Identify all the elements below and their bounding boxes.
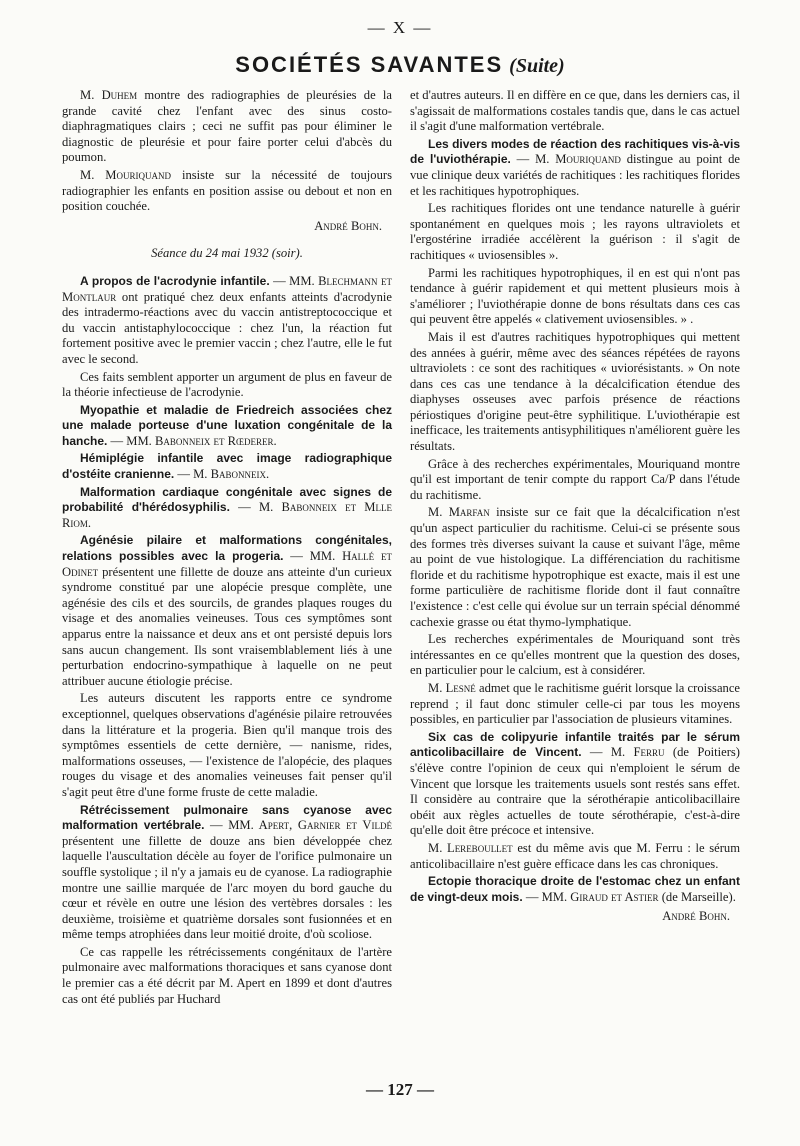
paragraph bbox=[410, 730, 740, 839]
author-name: M. Lesné bbox=[428, 680, 476, 695]
paragraph bbox=[62, 168, 392, 215]
paragraph-text: (de Marseille). bbox=[658, 889, 736, 904]
communication-title: Malformation cardiaque congénitale avec signes de probabilité d'hérédosyphilis. bbox=[62, 484, 392, 515]
page-number: — 127 — bbox=[366, 1080, 434, 1099]
authors: — MM. Babonneix et Rœderer. bbox=[107, 433, 277, 448]
section-title bbox=[0, 52, 800, 78]
session-heading: Séance du 24 mai 1932 (soir). bbox=[151, 246, 303, 261]
authors: — MM. Blechmann et Montlaur bbox=[62, 273, 392, 304]
left-column bbox=[62, 88, 392, 1009]
authors: — M. Mouriquand bbox=[510, 152, 621, 167]
communication-title: Agénésie pilaire et malformations congénitales, relations possibles avec la progeria. bbox=[62, 533, 392, 564]
paragraph bbox=[410, 137, 740, 199]
communication-title: Myopathie et maladie de Friedreich associées chez une malade porteuse d'une luxation congénitale de la hanche. bbox=[62, 402, 392, 448]
paragraph bbox=[410, 841, 740, 872]
paragraph-text: présentent une fillette de douze ans bien développée chez laquelle l'auscultation décèle au foyer de l'orifice pulmonaire un souffle systolique ; il n'y a jamais eu de cyanose. La radiographie montre une saillie marquée de l'arc moyen du bord gauche du cœur et révèle en outre une lésion des vertèbres dorsales : les deuxième, troisième et quatrième dorsales sont fusionnées et en même temps atrophiées dans leur moitié droite, d'où scoliose. bbox=[62, 833, 392, 942]
paragraph: et d'autres auteurs. Il en diffère en ce que, dans les derniers cas, il s'agissait de malformations costales tandis que, dans le cas actuel il s'agit d'une malformation vertébrale. bbox=[410, 88, 740, 134]
paragraph: Mais il est d'autres rachitiques hypotrophiques qui mettent des années à guérir, même avec des séances répétées de rayons ultraviolets : ce sont des rachitiques « uviorésistants. » On note dans ces cas une tendance à la décalcification étendue des diaphyses osseuses avec parfois présence de réactions périostiques d'origine peut-être syphilitique. L'uviothérapie est inefficace, les traitements antisyphilitiques n'améliorent guère les résultats. bbox=[410, 329, 740, 454]
communication-title: Six cas de colipyurie infantile traités par le sérum anticolibacillaire de Vincent. bbox=[410, 729, 740, 760]
paragraph-text: ont pratiqué chez deux enfants atteints d'acrodynie des intradermo-réactions avec du vaccin antistreptococcique et du vaccin antistaphylococcique : chez l'un, la réaction fut fortement positive avec le premier vaccin ; chez l'autre, elle le fut avec le second. bbox=[62, 289, 392, 366]
authors: — MM. Apert, Garnier et Vildé bbox=[204, 818, 392, 833]
roman-folio: — X — bbox=[367, 18, 433, 37]
paragraph bbox=[410, 874, 740, 905]
section-title-suite: (Suite) bbox=[509, 55, 565, 77]
signature: André Bohn. bbox=[314, 218, 382, 233]
paragraph: Grâce à des recherches expérimentales, Mouriquand montre qu'il est important de tenir compte du rapport Ca/P dans l'étude du rachitisme. bbox=[410, 456, 740, 502]
paragraph-text: insiste sur la nécessité de toujours radiographier les enfants en position assise ou debout et non en position couchée. bbox=[62, 167, 392, 214]
right-column bbox=[410, 88, 740, 931]
paragraph-text: insiste sur ce fait que la décalcification n'est qu'un aspect particulier du rachitisme. Celui-ci se présente sous des formes très diverses suivant la cause et suivant l'âge, même au point de vue histologique. La différenciation du rachitisme floride et du rachitisme hypotrophique est exacte, mais il est une forme particulière de rachitisme floride dont il faut connaître l'existence : c'est celle qui évolue sur un terrain spécial dénommé cachexie grasse ou état thymo-lymphatique. bbox=[410, 505, 740, 629]
author-name: M. Duhem bbox=[80, 88, 138, 102]
paragraph bbox=[62, 533, 392, 689]
paragraph bbox=[62, 485, 392, 532]
author-name: M. Lereboullet bbox=[428, 840, 513, 855]
paragraph: Ce cas rappelle les rétrécissements congénitaux de l'artère pulmonaire avec malformations thoraciques et sans cyanose dont le premier cas a été décrit par M. Apert en 1899 et dont d'autres cas ont été publiés par Huchard bbox=[62, 944, 392, 1006]
signature: André Bohn. bbox=[662, 909, 730, 924]
authors: — M. Babonneix et Mlle Riom. bbox=[62, 500, 392, 530]
paragraph: Les auteurs discutent les rapports entre ce syndrome exceptionnel, quelques observations d'agénésie pilaire retrouvées dans la littérature et la progeria. Bien qu'il manque trois des symptômes essentiels de cette dernière, — nanisme, rides, malformations osseuses, — l'existence de l'alopécie, des plaques rouges du visage et des anomalies veineuses fait penser qu'il s'agit peut être d'une forme fruste de cette maladie. bbox=[62, 691, 392, 799]
paragraph bbox=[62, 88, 392, 166]
paragraph bbox=[62, 403, 392, 450]
authors: — M. Babonneix. bbox=[174, 467, 270, 482]
paragraph: Parmi les rachitiques hypotrophiques, il en est qui n'ont pas tendance à guérir rapidement et qui mettent plusieurs mois à s'améliorer ; l'uviothérapie donne de bons résultats dans ces cas qui peuvent être appelés « clativement uviosensibles. » . bbox=[410, 265, 740, 327]
section-title-text: SOCIÉTÉS SAVANTES bbox=[235, 52, 504, 77]
paragraph: Les rachitiques florides ont une tendance naturelle à guérir spontanément en quelques mois ; les rayons ultraviolets et l'ergostérine irradiée accélèrent la guérison : il s'agit de rachitiques « uviosensibles ». bbox=[410, 201, 740, 262]
authors: — MM. Hallé et Odinet bbox=[62, 549, 392, 579]
authors: — MM. Giraud et Astier bbox=[522, 889, 659, 904]
communication-title: Rétrécissement pulmonaire sans cyanose avec malformation vertébrale. bbox=[62, 802, 392, 833]
paragraph bbox=[62, 274, 392, 368]
communication-title: Ectopie thoracique droite de l'estomac chez un enfant de vingt-deux mois. bbox=[410, 874, 740, 904]
paragraph bbox=[410, 681, 740, 728]
paragraph-text: (de Poitiers) s'élève contre l'opinion de ceux qui n'emploient le sérum de Vincent que lorsque les traitements usuels sont restés sans effet. Il considère au contraire que la sérothérapie anticolibacillaire obéit aux règles actuelles de toute sérothérapie, c'est-à-dire qu'elle doit être précoce et intensive. bbox=[410, 745, 740, 838]
author-name: M. Mouriquand bbox=[80, 167, 171, 182]
communication-title: Hémiplégie infantile avec image radiographique d'ostéite cranienne. bbox=[62, 451, 392, 482]
paragraph-text: admet que le rachitisme guérit lorsque la croissance reprend ; il faut donc stimuler celle-ci par tous les moyens possibles, en particulier par l'association de plusieurs vitamines. bbox=[410, 680, 741, 727]
paragraph bbox=[62, 451, 392, 482]
paragraph: Les recherches expérimentales de Mouriquand sont très intéressantes en ce qu'elles montrent que la question des doses, en particulier pour le calcium, est à considérer. bbox=[410, 632, 740, 678]
communication-title: A propos de l'acrodynie infantile. bbox=[80, 273, 270, 288]
paragraph-text: distingue au point de vue clinique deux variétés de rachitiques : les rachitiques florides et les rachitiques hypotrophiques. bbox=[410, 152, 740, 198]
paragraph-text: montre des radiographies de pleurésies de la grande cavité chez l'enfant avec des sinus costo-diaphragmatiques clairs ; ceci ne suffit pas pour éliminer le diagnostic de pleurésie et pour faire porter celui d'abcès du poumon. bbox=[62, 88, 392, 165]
paragraph bbox=[62, 803, 392, 943]
paragraph-text: présentent une fillette de douze ans atteinte d'un curieux syndrome constitué par une alopécie presque complète, une agénésie des cils et des sourcils, de grandes plaques rouges du visage et des anomalies veineuses. Tous ces symptômes sont apparus entre la naissance et deux ans et ont persisté depuis lors sans aucun changement. Ils sont vraisemblablement liés à une perturbation endocrino-sympathique à laquelle on ne peut attribuer aucune étiologie précise. bbox=[62, 564, 392, 688]
paragraph-text: est du même avis que M. Ferru : le sérum anticolibacillaire n'est guère efficace dans les cas chroniques. bbox=[410, 840, 740, 871]
communication-title: Les divers modes de réaction des rachitiques vis-à-vis de l'uviothérapie. bbox=[410, 136, 740, 167]
paragraph: Ces faits semblent apporter un argument de plus en faveur de la théorie infectieuse de l'acrodynie. bbox=[62, 369, 392, 400]
authors: — M. Ferru bbox=[581, 745, 665, 760]
author-name: M. Marfan bbox=[428, 505, 490, 520]
paragraph bbox=[410, 505, 740, 630]
